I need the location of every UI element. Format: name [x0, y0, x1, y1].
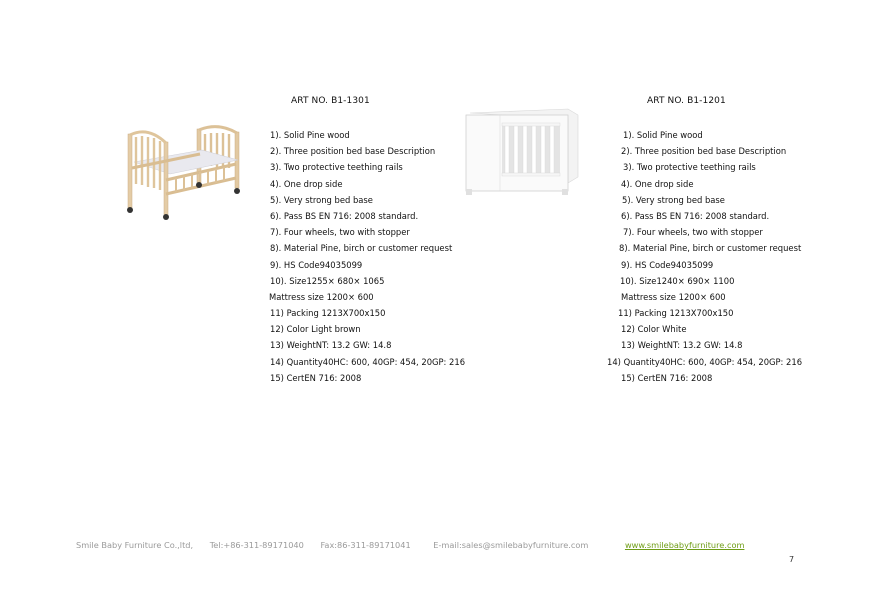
spec-item: 11) Packing 1213X700x150 — [618, 308, 734, 319]
spec-item: 9). HS Code94035099 — [270, 259, 363, 270]
spec-item: 6). Pass BS EN 716: 2008 standard. — [270, 210, 419, 221]
spec-item: 6). Pass BS EN 716: 2008 standard. — [621, 210, 770, 221]
footer-email: E-mail:sales@smilebabyfurniture.com — [433, 540, 589, 550]
spec-item: 10). Size1255× 680× 1065 — [270, 275, 385, 286]
spec-item: 8). Material Pine, birch or customer request — [270, 243, 453, 254]
footer-phone: Tel:+86-311-89171040 — [209, 540, 304, 550]
footer-website-link[interactable]: www.smilebabyfurniture.com — [624, 540, 745, 550]
spec-item: 4). One drop side — [621, 178, 694, 189]
spec-item: 9). HS Code94035099 — [621, 259, 714, 270]
spec-item: 7). Four wheels, two with stopper — [623, 227, 763, 238]
right-spec-list — [607, 127, 803, 386]
spec-item: 15) CertEN 716: 2008 — [270, 372, 362, 383]
spec-item: 13) WeightNT: 13.2 GW: 14.8 — [270, 340, 392, 351]
spec-item: 2). Three position bed base Description — [621, 146, 787, 157]
spec-item: 5). Very strong bed base — [270, 194, 373, 205]
spec-item: Mattress size 1200× 600 — [621, 291, 726, 302]
footer-fax: Fax:86-311-89171041 — [320, 540, 411, 550]
page-number: 7 — [789, 555, 795, 564]
spec-item: 14) Quantity40HC: 600, 40GP: 454, 20GP: 216 — [607, 356, 803, 367]
spec-item: 14) Quantity40HC: 600, 40GP: 454, 20GP: 216 — [270, 356, 466, 367]
wooden-crib-image — [120, 124, 242, 220]
spec-item: 13) WeightNT: 13.2 GW: 14.8 — [621, 340, 743, 351]
white-cot-image — [464, 107, 584, 197]
spec-item: 8). Material Pine, birch or customer request — [619, 243, 802, 254]
spec-item: 7). Four wheels, two with stopper — [270, 227, 410, 238]
spec-item: 10). Size1240× 690× 1100 — [620, 275, 735, 286]
footer-company: Smile Baby Furniture Co.,ltd, — [76, 540, 194, 550]
spec-item: 15) CertEN 716: 2008 — [621, 372, 713, 383]
spec-item: 2). Three position bed base Description — [270, 146, 436, 157]
spec-item: 1). Solid Pine wood — [623, 130, 703, 140]
spec-item: 3). Two protective teething rails — [270, 162, 403, 173]
left-art-number: ART NO. B1-1301 — [291, 96, 370, 106]
spec-item: 4). One drop side — [270, 178, 343, 189]
spec-item: 3). Two protective teething rails — [623, 162, 756, 173]
page-footer — [76, 540, 744, 550]
left-spec-list — [270, 127, 465, 386]
right-art-number: ART NO. B1-1201 — [647, 96, 726, 106]
spec-item: Mattress size 1200× 600 — [269, 291, 374, 302]
spec-item: 1). Solid Pine wood — [270, 130, 350, 140]
spec-item: 5). Very strong bed base — [622, 194, 725, 205]
spec-item: 12) Color Light brown — [270, 324, 361, 335]
spec-item: 11) Packing 1213X700x150 — [270, 308, 386, 319]
spec-item: 12) Color White — [621, 324, 687, 335]
